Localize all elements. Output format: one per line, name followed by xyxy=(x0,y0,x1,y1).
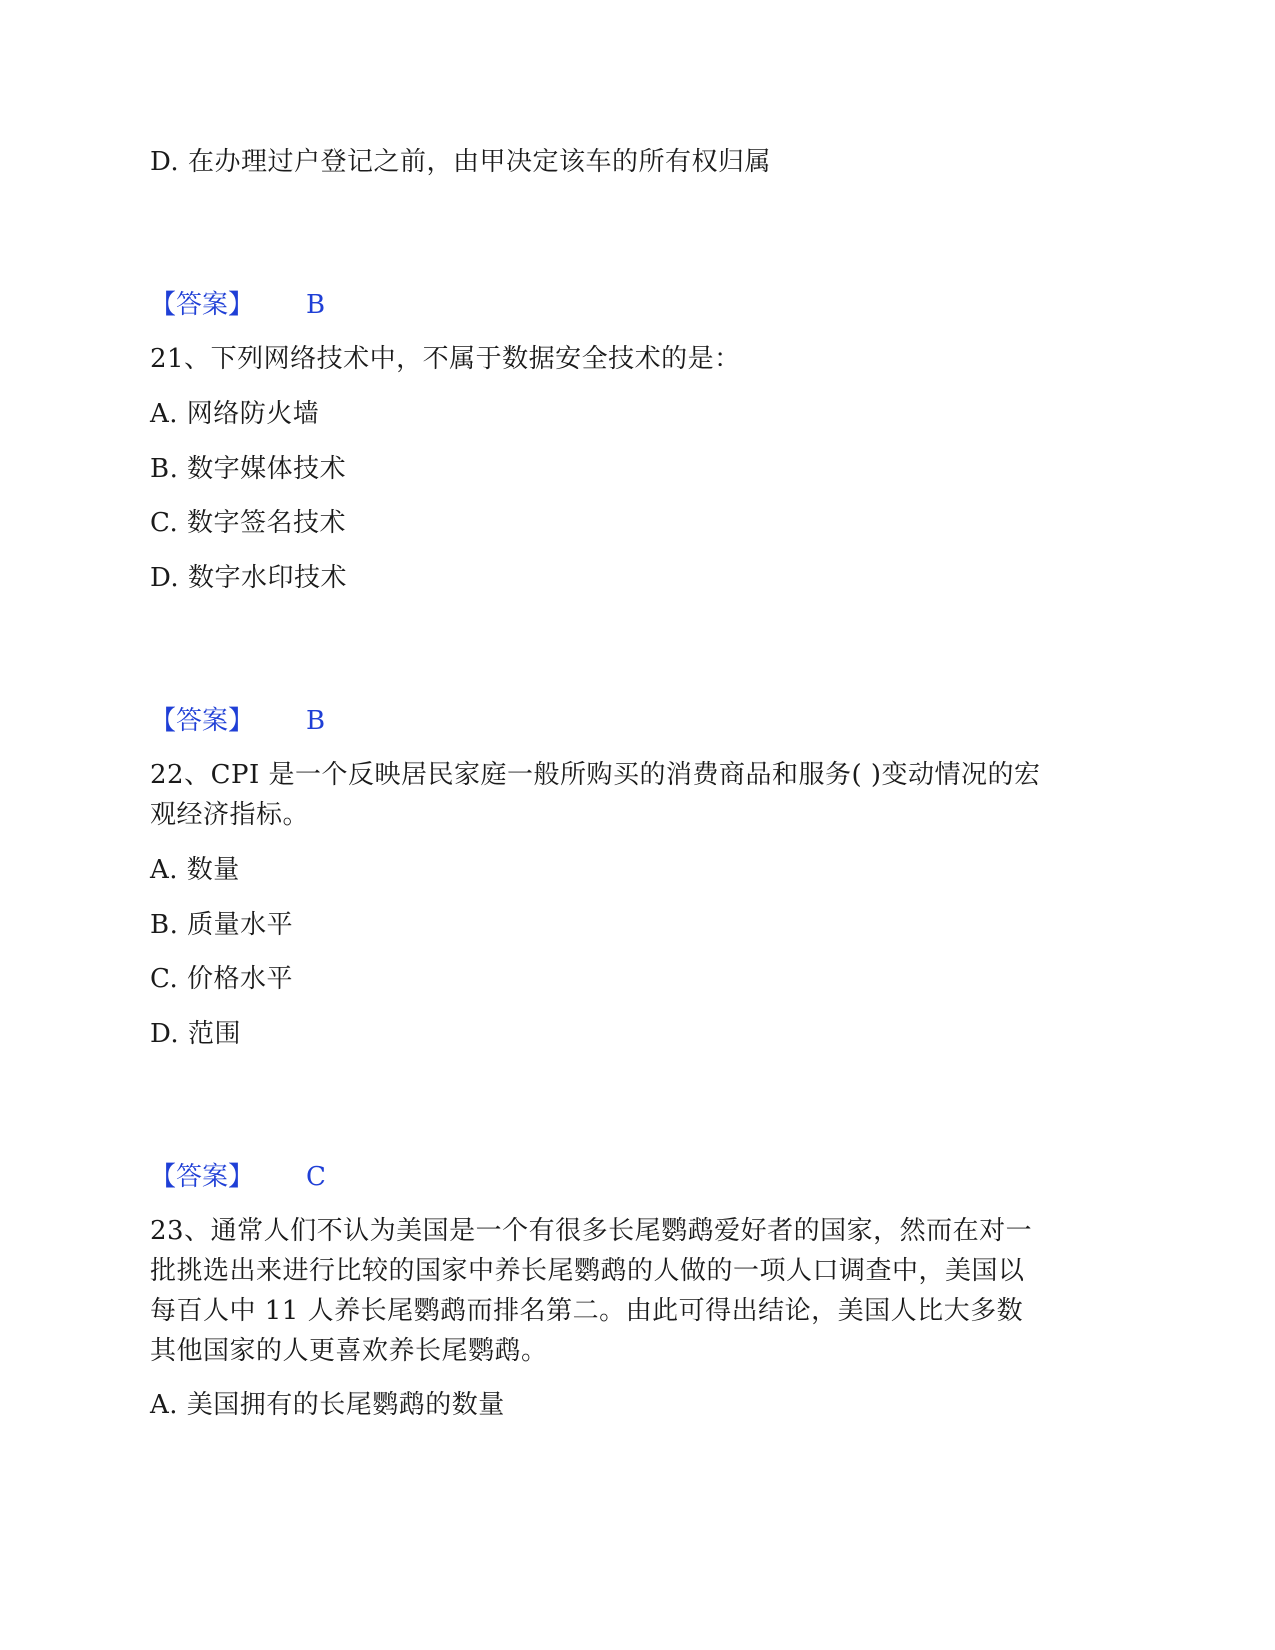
q22-option-b: B. 质量水平 xyxy=(150,910,294,940)
answer-value: B xyxy=(306,290,326,320)
q23-option-a: A. 美国拥有的长尾鹦鹉的数量 xyxy=(150,1390,505,1420)
q22-option-a: A. 数量 xyxy=(150,855,240,885)
q21-option-d: D. 数字水印技术 xyxy=(150,563,347,593)
q20-option-d: D. 在办理过户登记之前，由甲决定该车的所有权归属 xyxy=(150,147,771,177)
q21-answer xyxy=(150,704,325,738)
q22-answer xyxy=(150,1160,326,1194)
answer-value: C xyxy=(306,1162,326,1192)
answer-label: 【答案】 xyxy=(150,706,255,736)
q22-option-c: C. 价格水平 xyxy=(150,964,293,994)
q20-answer xyxy=(150,288,325,322)
q22-option-d: D. 范围 xyxy=(150,1019,241,1049)
q23-stem-line2: 批挑选出来进行比较的国家中养长尾鹦鹉的人做的一项人口调查中，美国以 xyxy=(150,1256,1025,1286)
q23-stem-line3: 每百人中 11 人养长尾鹦鹉而排名第二。由此可得出结论，美国人比大多数 xyxy=(150,1296,1024,1326)
answer-value: B xyxy=(306,706,326,736)
q21-option-c: C. 数字签名技术 xyxy=(150,508,346,538)
q21-option-b: B. 数字媒体技术 xyxy=(150,454,347,484)
q22-stem-line2: 观经济指标。 xyxy=(150,800,310,830)
q23-stem-line1: 23、通常人们不认为美国是一个有很多长尾鹦鹉爱好者的国家，然而在对一 xyxy=(150,1216,1033,1246)
q23-stem-line4: 其他国家的人更喜欢养长尾鹦鹉。 xyxy=(150,1336,548,1366)
answer-label: 【答案】 xyxy=(150,1162,255,1192)
answer-label: 【答案】 xyxy=(150,290,255,320)
q22-stem-line1: 22、CPI 是一个反映居民家庭一般所购买的消费商品和服务( )变动情况的宏 xyxy=(150,760,1041,790)
q21-stem: 21、下列网络技术中，不属于数据安全技术的是： xyxy=(150,344,741,374)
q21-option-a: A. 网络防火墙 xyxy=(150,399,320,429)
